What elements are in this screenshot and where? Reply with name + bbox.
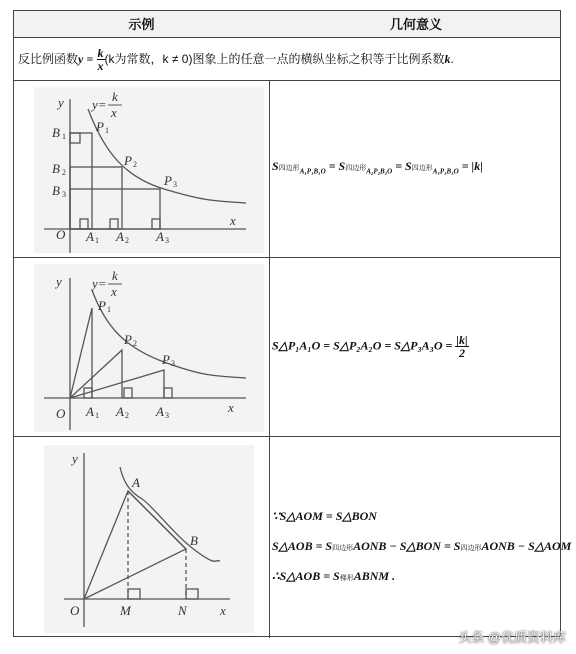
sub-a3: 3 bbox=[165, 236, 169, 245]
axis-label-y: y bbox=[72, 451, 78, 466]
intro-end: . bbox=[450, 52, 454, 66]
sub-b3: 3 bbox=[62, 190, 66, 199]
formula-row-3-line-3 bbox=[272, 569, 395, 584]
intro-fraction bbox=[97, 47, 105, 72]
figure-rectangles bbox=[14, 81, 269, 257]
sub-a2: 2 bbox=[125, 411, 129, 420]
axis-label-x: x bbox=[220, 603, 226, 618]
axis-label-x: x bbox=[230, 213, 236, 228]
header-geometric-meaning: 几何意义 bbox=[389, 17, 442, 32]
sub-p3: 3 bbox=[173, 180, 177, 189]
intro-row bbox=[14, 38, 560, 81]
header-example: 示例 bbox=[128, 17, 155, 32]
intro-text bbox=[18, 38, 454, 81]
example-row-1 bbox=[14, 81, 560, 258]
formula-2-num: |k| bbox=[456, 333, 468, 347]
point-label-a2: A bbox=[116, 229, 124, 244]
formula-row-3-line-2 bbox=[272, 539, 571, 554]
example-row-3 bbox=[14, 437, 572, 638]
intro-prefix: 反比例函数 bbox=[18, 52, 79, 66]
intro-frac-num: k bbox=[97, 46, 104, 61]
point-label-p1: P bbox=[98, 298, 106, 313]
point-label-a2: A bbox=[116, 404, 124, 419]
formula-3-3zh: 梯形 bbox=[339, 574, 354, 582]
sub-a1: 1 bbox=[95, 411, 99, 420]
watermark: 头条 @优质资料库 bbox=[458, 630, 566, 645]
sub-a3: 3 bbox=[165, 411, 169, 420]
sub-b2: 2 bbox=[62, 168, 66, 177]
point-label-a1: A bbox=[86, 229, 94, 244]
formula-3-2a: S△AOB = S bbox=[272, 539, 333, 553]
point-label-b1: B bbox=[52, 125, 60, 140]
curve-label-y: y= bbox=[92, 97, 107, 112]
formula-3-2c: AONB − S△AOM bbox=[481, 539, 572, 553]
figure-trapezoid bbox=[14, 437, 269, 637]
sub-p1: 1 bbox=[105, 126, 109, 135]
point-label-p3: P bbox=[164, 173, 172, 188]
formula-row-3-line-1: ∵S△AOM = S△BON bbox=[272, 509, 377, 523]
point-label-a3: A bbox=[156, 404, 164, 419]
sub-p1: 1 bbox=[107, 305, 111, 314]
point-label-p3: P bbox=[162, 352, 170, 367]
curve-label-x: x bbox=[111, 105, 117, 120]
point-label-b3: B bbox=[52, 183, 60, 198]
curve-label-k: k bbox=[112, 89, 118, 104]
figure-triangles bbox=[14, 258, 269, 436]
formula-2-den: 2 bbox=[458, 346, 465, 360]
formula-3-3b: ABNM . bbox=[353, 569, 396, 583]
intro-y-eq: y = bbox=[78, 52, 94, 66]
origin-label: O bbox=[56, 227, 66, 242]
content-table bbox=[13, 10, 572, 637]
sub-b1: 1 bbox=[62, 132, 66, 141]
point-label-b: B bbox=[190, 533, 198, 548]
point-label-a3: A bbox=[156, 229, 164, 244]
point-label-b2: B bbox=[52, 161, 60, 176]
curve-label-x: x bbox=[111, 284, 117, 299]
sub-a2: 2 bbox=[125, 236, 129, 245]
origin-label: O bbox=[70, 603, 80, 618]
point-label-m: M bbox=[120, 603, 131, 618]
example-row-2 bbox=[14, 258, 560, 437]
formula-2-fraction bbox=[455, 334, 468, 359]
intro-condition: (k为常数，k ≠ 0) bbox=[104, 52, 193, 66]
curve-label-k: k bbox=[112, 268, 118, 283]
axis-label-y: y bbox=[56, 274, 62, 289]
intro-k: k bbox=[444, 52, 451, 66]
intro-frac-den: x bbox=[97, 59, 104, 74]
point-label-a: A bbox=[132, 475, 140, 490]
formula-3-2zh1: 四边形 bbox=[332, 544, 354, 552]
sub-p2: 2 bbox=[133, 339, 137, 348]
point-label-n: N bbox=[178, 603, 187, 618]
origin-label: O bbox=[56, 406, 66, 421]
axis-label-y: y bbox=[58, 95, 64, 110]
point-label-p2: P bbox=[124, 332, 132, 347]
curve-label-y: y= bbox=[92, 276, 107, 291]
formula-3-2zh2: 四边形 bbox=[460, 544, 482, 552]
sub-p2: 2 bbox=[133, 160, 137, 169]
formula-3-2b: AONB − S△BON = S bbox=[353, 539, 461, 553]
table-header bbox=[14, 11, 560, 38]
point-label-a1: A bbox=[86, 404, 94, 419]
formula-row-2 bbox=[272, 334, 469, 359]
sub-p3: 3 bbox=[171, 359, 175, 368]
formula-3-3a: ∴S△AOB = S bbox=[272, 569, 340, 583]
sub-a1: 1 bbox=[95, 236, 99, 245]
formula-row-1: S四边形$_{A_1P_1B_1O}$ = S四边形$_{A_2P_2B_2O}$ = S四边形$_{A_3P_3B_3O}$ = |k| bbox=[272, 159, 483, 176]
point-label-p1: P bbox=[96, 119, 104, 134]
point-label-p2: P bbox=[124, 153, 132, 168]
axis-label-x: x bbox=[228, 400, 234, 415]
formula-2-text: S△P₁A₁O = S△P₂A₂O = S△P₃A₃O = bbox=[272, 338, 453, 353]
intro-suffix: 图象上的任意一点的横纵坐标之积等于比例系数 bbox=[192, 52, 445, 66]
